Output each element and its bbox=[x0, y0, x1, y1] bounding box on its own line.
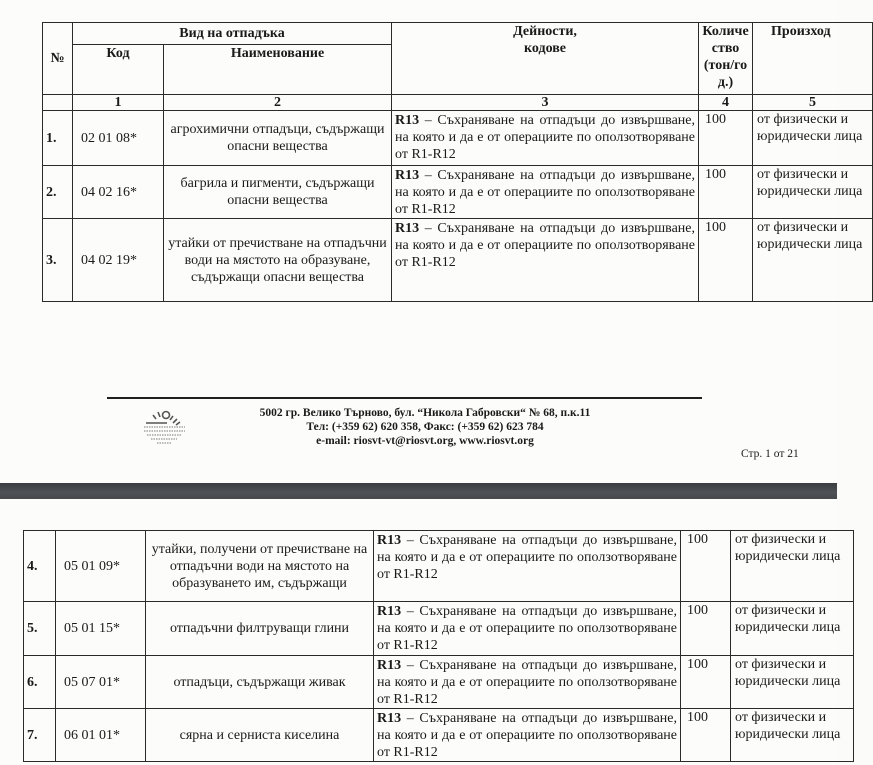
header-index-2: 2 bbox=[164, 95, 392, 111]
activity-code: R13 bbox=[377, 658, 402, 673]
row-number: 3. bbox=[43, 219, 73, 302]
table-row bbox=[24, 531, 854, 602]
activity-cell bbox=[374, 656, 681, 709]
row-number: 6. bbox=[24, 656, 56, 709]
origin: от физически и юридически лица bbox=[731, 602, 854, 656]
header-no: № bbox=[43, 23, 73, 95]
activity-description: – Съхраняване на отпадъци до извършване, на която и да е от операциите по оползотворяване от R1-R12 bbox=[377, 533, 677, 582]
waste-code: 06 01 01* bbox=[56, 709, 146, 762]
activity-description: – Съхраняване на отпадъци до извършване, на която и да е от операциите по оползотворяване от R1-R12 bbox=[377, 658, 677, 707]
quantity: 100 bbox=[699, 111, 753, 166]
header-name: Наименование bbox=[164, 45, 392, 95]
waste-name: багрила и пигменти, съдържащи опасни вещества bbox=[164, 166, 392, 219]
row-number: 5. bbox=[24, 602, 56, 656]
activity-code: R13 bbox=[377, 711, 402, 726]
activity-code: R13 bbox=[395, 168, 420, 183]
waste-table-page-1 bbox=[42, 22, 873, 302]
quantity: 100 bbox=[681, 709, 731, 762]
activity-cell bbox=[374, 531, 681, 602]
activity-description: – Съхраняване на отпадъци до извършване, на която и да е от операциите по оползотворяване от R1-R12 bbox=[395, 113, 696, 162]
waste-code: 02 01 08* bbox=[73, 111, 164, 166]
row-number: 4. bbox=[24, 531, 56, 602]
waste-name: утайки, получени от пречистване на отпадъчни води на мястото на образуването им, съдържащи bbox=[146, 531, 374, 602]
header-activities bbox=[392, 23, 699, 95]
activity-code: R13 bbox=[377, 604, 402, 619]
table-row bbox=[43, 166, 873, 219]
waste-code: 05 07 01* bbox=[56, 656, 146, 709]
header-index-5: 5 bbox=[753, 95, 873, 111]
waste-code: 04 02 16* bbox=[73, 166, 164, 219]
quantity: 100 bbox=[699, 166, 753, 219]
origin: от физически и юридически лица bbox=[731, 709, 854, 762]
header-quantity-line: ство bbox=[711, 41, 740, 56]
origin: от физически и юридически лица bbox=[731, 531, 854, 602]
footer-divider bbox=[107, 397, 702, 399]
activity-description: – Съхраняване на отпадъци до извършване, на която и да е от операциите по оползотворяване от R1-R12 bbox=[395, 168, 696, 217]
waste-name: агрохимични отпадъци, съдържащи опасни вещества bbox=[164, 111, 392, 166]
header-index-3: 3 bbox=[392, 95, 699, 111]
waste-name: отпадъчни филтруващи глини bbox=[146, 602, 374, 656]
activity-description: – Съхраняване на отпадъци до извършване, на която и да е от операциите по оползотворяване от R1-R12 bbox=[395, 221, 696, 270]
footer-email: e-mail: riosvt-vt@riosvt.org, www.riosvt.org bbox=[316, 435, 534, 447]
header-waste-type: Вид на отпадъка bbox=[73, 23, 392, 45]
waste-code: 04 02 19* bbox=[73, 219, 164, 302]
header-quantity bbox=[699, 23, 753, 95]
header-activities-line1: Дейности, bbox=[513, 24, 577, 39]
header-code: Код bbox=[73, 45, 164, 95]
activity-cell bbox=[374, 709, 681, 762]
footer-address: 5002 гр. Велико Търново, бул. “Никола Габровски“ № 68, п.к.11 bbox=[259, 407, 591, 419]
header-index-1: 1 bbox=[73, 95, 164, 111]
waste-code: 05 01 09* bbox=[56, 531, 146, 602]
header-index-empty bbox=[43, 95, 73, 111]
footer-phone: Тел: (+359 62) 620 358, Факс: (+359 62) 623 784 bbox=[306, 421, 544, 433]
table-row bbox=[43, 111, 873, 166]
row-number: 7. bbox=[24, 709, 56, 762]
row-number: 2. bbox=[43, 166, 73, 219]
activity-cell bbox=[392, 111, 699, 166]
quantity: 100 bbox=[681, 656, 731, 709]
activity-cell bbox=[392, 166, 699, 219]
header-activities-line2: кодове bbox=[524, 41, 567, 56]
header-origin: Произход bbox=[753, 23, 873, 95]
table-row bbox=[24, 656, 854, 709]
activity-cell bbox=[392, 219, 699, 302]
activity-code: R13 bbox=[395, 221, 420, 236]
waste-name: отпадъци, съдържащи живак bbox=[146, 656, 374, 709]
table-row bbox=[24, 602, 854, 656]
quantity: 100 bbox=[699, 219, 753, 302]
activity-code: R13 bbox=[395, 113, 420, 128]
header-index-4: 4 bbox=[699, 95, 753, 111]
waste-table-page-2 bbox=[23, 530, 854, 762]
waste-name: утайки от пречистване на отпадъчни води на мястото на образуване, съдържащи опасни вещества bbox=[164, 219, 392, 302]
origin: от физически и юридически лица bbox=[753, 166, 873, 219]
header-quantity-line: д.) bbox=[717, 75, 734, 90]
table-body-page-2 bbox=[24, 531, 854, 762]
quantity: 100 bbox=[681, 531, 731, 602]
page-separator bbox=[0, 483, 837, 500]
header-quantity-line: (тон/го bbox=[703, 58, 748, 73]
activity-code: R13 bbox=[377, 533, 402, 548]
table-body-page-1 bbox=[43, 111, 873, 302]
page-number: Стр. 1 от 21 bbox=[741, 448, 799, 460]
row-number: 1. bbox=[43, 111, 73, 166]
waste-name: сярна и серниста киселина bbox=[146, 709, 374, 762]
activity-cell bbox=[374, 602, 681, 656]
origin: от физически и юридически лица bbox=[753, 219, 873, 302]
header-quantity-line: Количе bbox=[702, 24, 749, 39]
activity-description: – Съхраняване на отпадъци до извършване, на която и да е от операциите по оползотворяване от R1-R12 bbox=[377, 711, 677, 760]
table-row bbox=[24, 709, 854, 762]
footer-contact bbox=[190, 406, 660, 448]
quantity: 100 bbox=[681, 602, 731, 656]
origin: от физически и юридически лица bbox=[731, 656, 854, 709]
origin: от физически и юридически лица bbox=[753, 111, 873, 166]
riosv-logo-icon bbox=[141, 407, 187, 447]
waste-code: 05 01 15* bbox=[56, 602, 146, 656]
activity-description: – Съхраняване на отпадъци до извършване, на която и да е от операциите по оползотворяване от R1-R12 bbox=[377, 604, 677, 653]
table-row bbox=[43, 219, 873, 302]
